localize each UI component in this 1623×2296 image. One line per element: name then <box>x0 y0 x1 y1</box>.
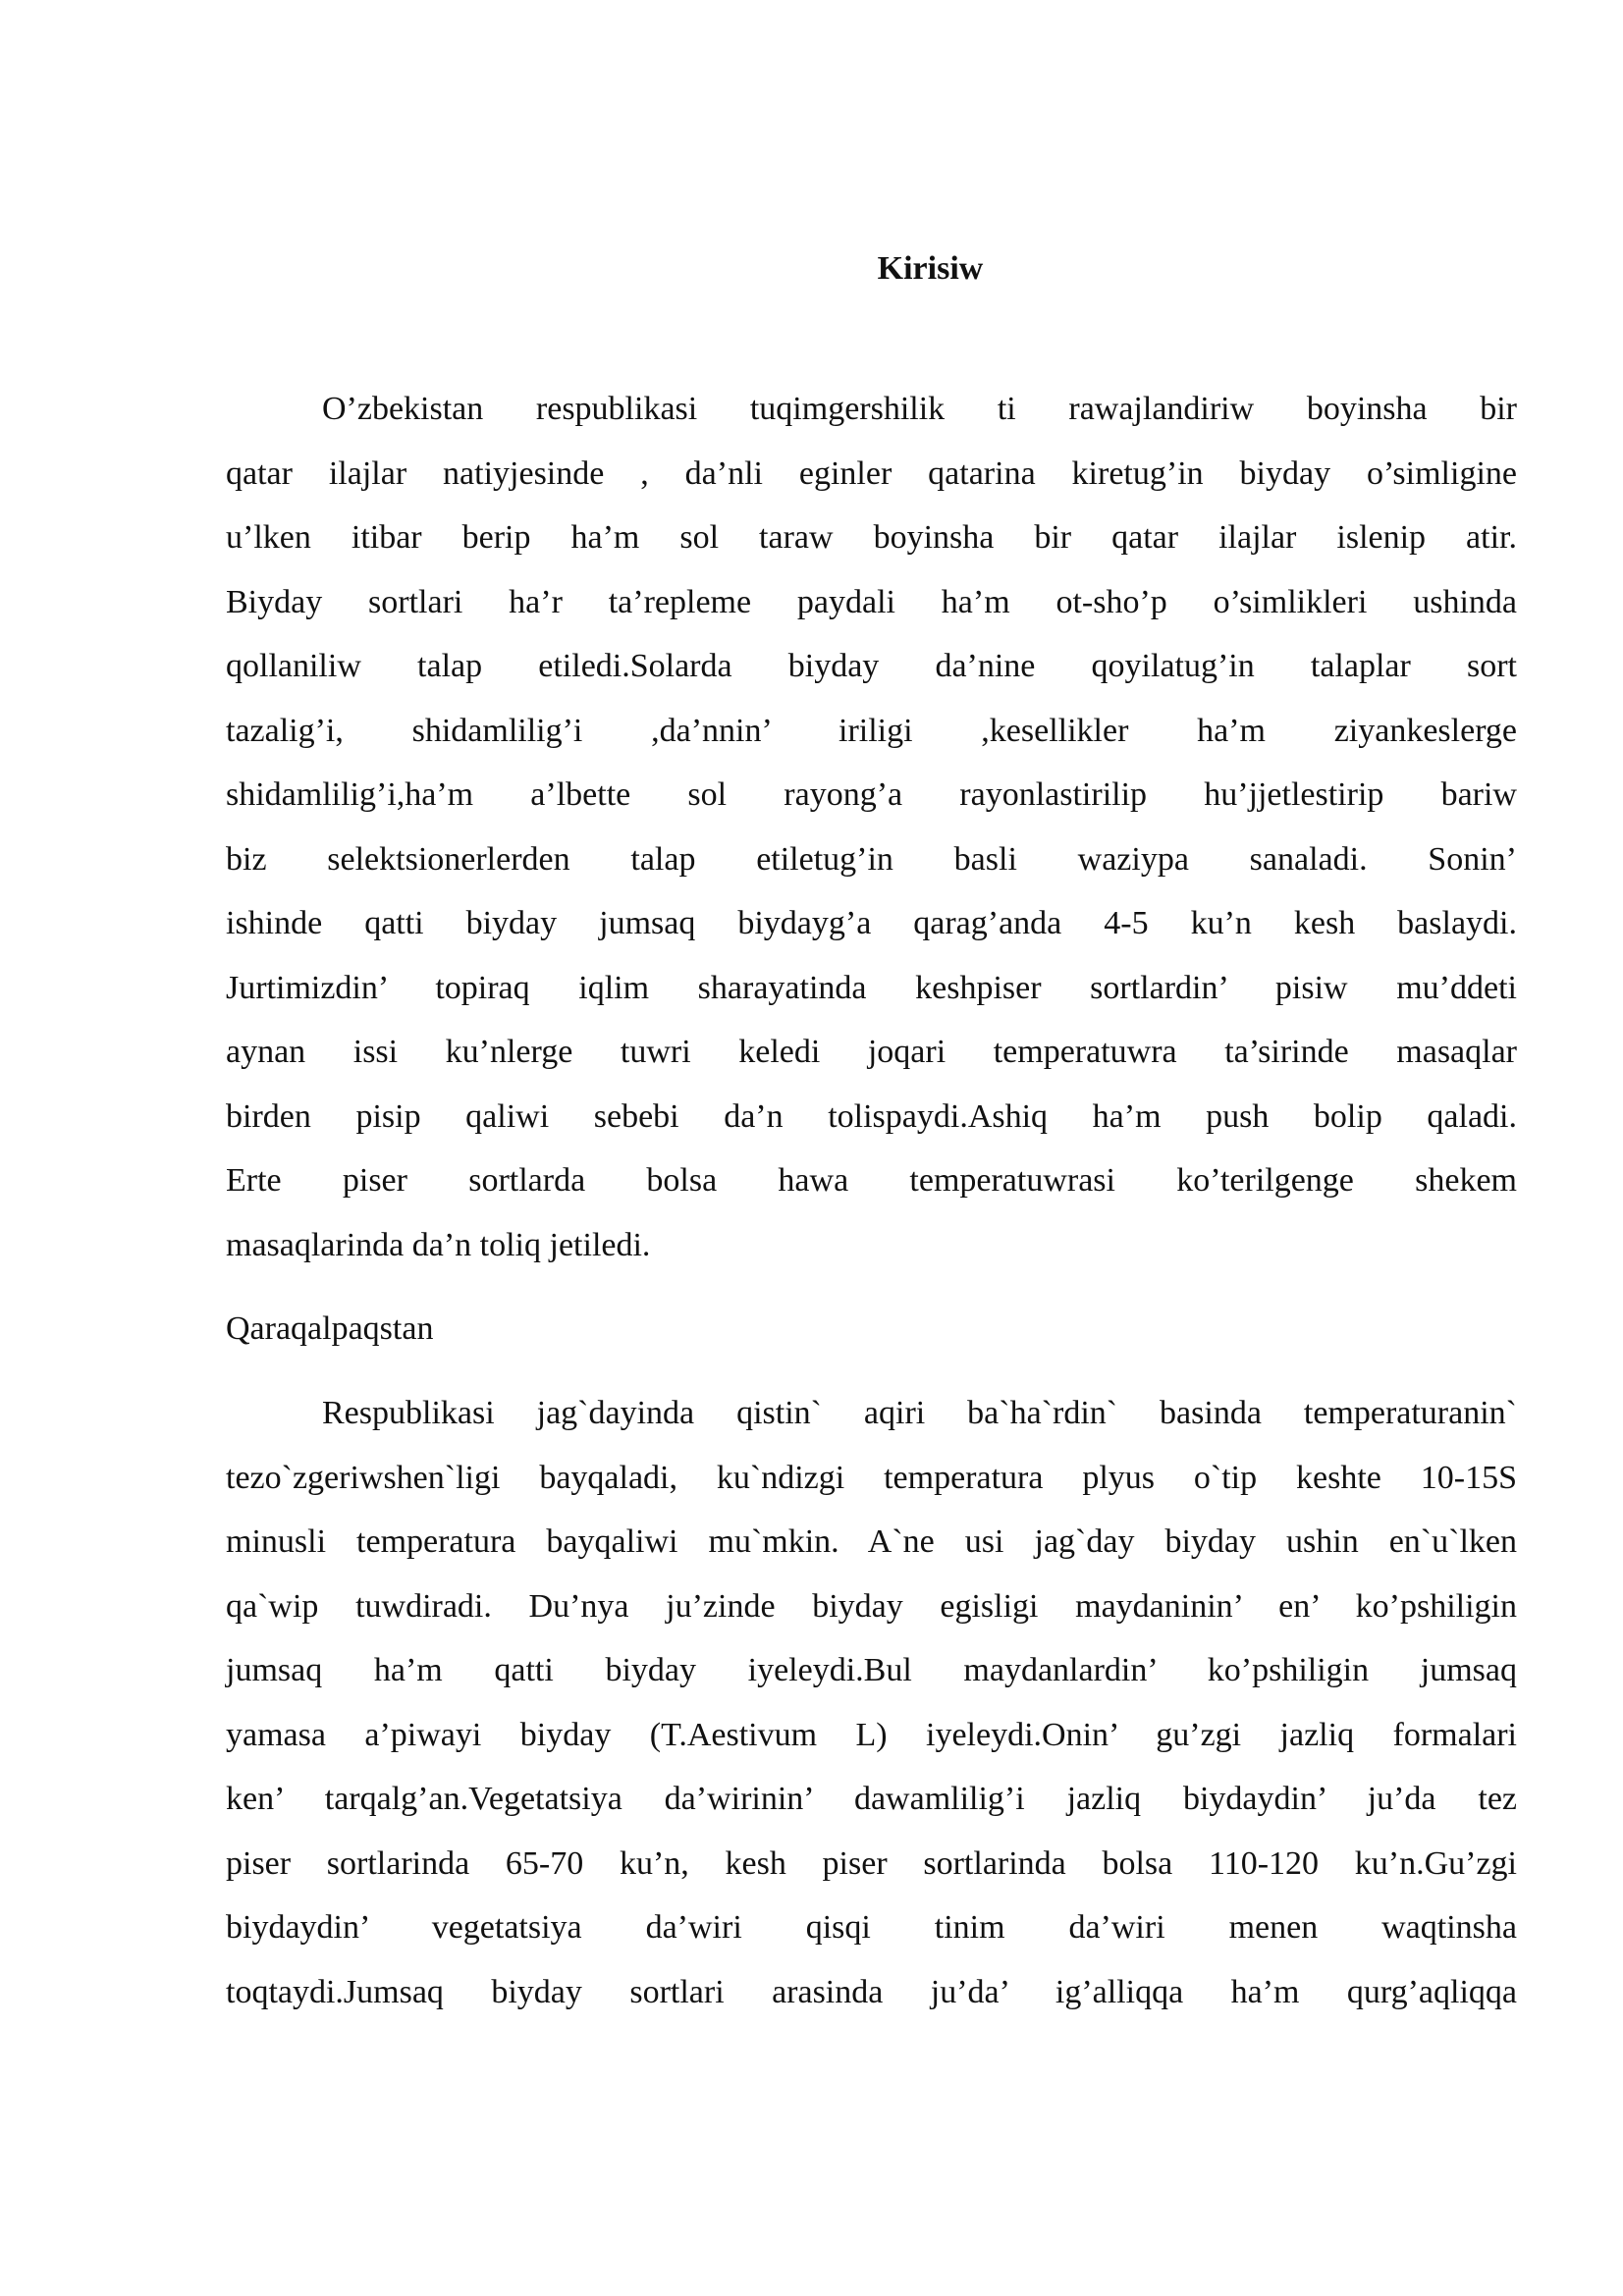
paragraph-intro <box>226 377 1517 1277</box>
paragraph-line: Respublikasi jag`dayinda qistin` aqiri ba`ha`rdin` basinda temperaturanin` <box>322 1395 1517 1431</box>
paragraph-line: Jurtimizdin’ topiraq iqlim sharayatinda keshpiser sortlardin’ pisiw mu’ddeti <box>226 969 1517 1006</box>
paragraph-line: masaqlarinda da’n toliq jetiledi. <box>226 1226 651 1263</box>
paragraph-line: shidamlilig’i,ha’m a’lbette sol rayong’a rayonlastirilip hu’jjetlestirip bariw <box>226 776 1517 813</box>
paragraph-line: ishinde qatti biyday jumsaq biydayg’a qarag’anda 4-5 ku’n kesh baslaydi. <box>226 905 1517 941</box>
document-title: Kirisiw <box>877 250 984 287</box>
paragraph-line: Biyday sortlari ha’r ta’repleme paydali ha’m ot-sho’p o’simlikleri ushinda <box>226 583 1517 620</box>
section-heading: Qaraqalpaqstan <box>226 1310 434 1347</box>
paragraph-line: qollaniliw talap etiledi.Solarda biyday da’nine qoyilatug’in talaplar sort <box>226 648 1517 684</box>
paragraph-line: aynan issi ku’nlerge tuwri keledi joqari temperatuwra ta’sirinde masaqlar <box>226 1034 1517 1070</box>
title-wrapper <box>226 247 1623 291</box>
paragraph-line: minusli temperatura bayqaliwi mu`mkin. A`ne usi jag`day biyday ushin en`u`lken <box>226 1523 1517 1560</box>
paragraph-line: qatar ilajlar natiyjesinde , da’nli eginler qatarina kiretug’in biyday o’simligine <box>226 454 1517 492</box>
paragraph-line: Erte piser sortlarda bolsa hawa temperatuwrasi ko’terilgenge shekem <box>226 1162 1517 1199</box>
paragraph-line: qa`wip tuwdiradi. Du’nya ju’zinde biyday egisligi maydaninin’ en’ ko’pshiligin <box>226 1587 1517 1625</box>
paragraph-line: biz selektsionerlerden talap etiletug’in basli waziypa sanaladi. Sonin’ <box>226 840 1517 878</box>
paragraph-line: tezo`zgeriwshen`ligi bayqaladi, ku`ndizgi temperatura plyus o`tip keshte 10-15S <box>226 1459 1517 1496</box>
paragraph-line: toqtaydi.Jumsaq biyday sortlari arasinda ju’da’ ig’alliqqa ha’m qurg’aqliqqa <box>226 1973 1517 2010</box>
paragraph-line: u’lken itibar berip ha’m sol taraw boyinsha bir qatar ilajlar islenip atir. <box>226 519 1517 556</box>
paragraph-line: birden pisip qaliwi sebebi da’n tolispaydi.Ashiq ha’m push bolip qaladi. <box>226 1097 1517 1135</box>
paragraph-line: tazalig’i, shidamlilig’i ,da’nnin’ iriligi ,kesellikler ha’m ziyankeslerge <box>226 712 1517 749</box>
paragraph-line: jumsaq ha’m qatti biyday iyeleydi.Bul maydanlardin’ ko’pshiligin jumsaq <box>226 1652 1517 1688</box>
paragraph-line: biydaydin’ vegetatsiya da’wiri qisqi tinim da’wiri menen waqtinsha <box>226 1909 1517 1946</box>
paragraph-line: piser sortlarinda 65-70 ku’n, kesh piser sortlarinda bolsa 110-120 ku’n.Gu’zgi <box>226 1844 1517 1882</box>
paragraph-main <box>226 1381 1517 2024</box>
paragraph-line: yamasa a’piwayi biyday (T.Aestivum L) iyeleydi.Onin’ gu’zgi jazliq formalari <box>226 1716 1517 1753</box>
paragraph-line: ken’ tarqalg’an.Vegetatsiya da’wirinin’ dawamlilig’i jazliq biydaydin’ ju’da tez <box>226 1781 1517 1817</box>
paragraph-line: O’zbekistan respublikasi tuqimgershilik ti rawajlandiriw boyinsha bir <box>322 391 1517 427</box>
